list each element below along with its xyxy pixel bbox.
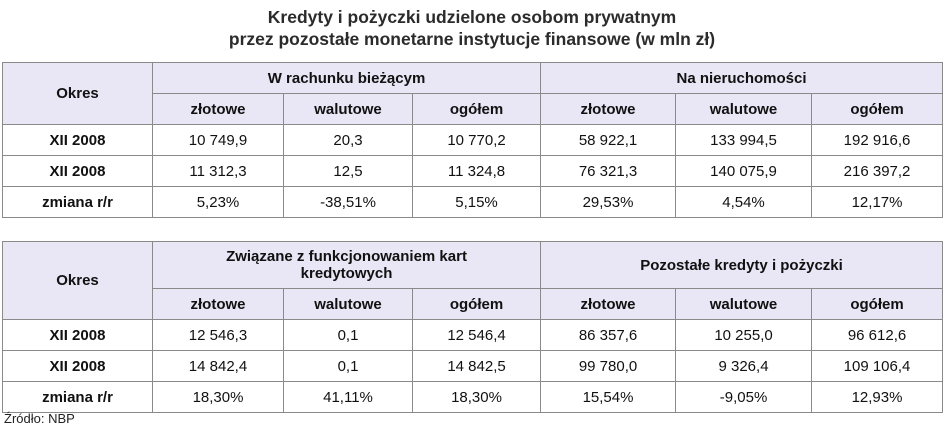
table-cell: 86 357,6 — [541, 320, 676, 351]
subheader-cell: ogółem — [413, 94, 541, 125]
group-header-current-account: W rachunku bieżącym — [153, 63, 541, 94]
subheader-cell: ogółem — [413, 289, 541, 320]
group-header-credit-cards: Związane z funkcjonowaniem kart kredytowych — [153, 242, 541, 289]
subheader-cell: ogółem — [812, 94, 943, 125]
table-row — [3, 125, 943, 156]
table-cell: 15,54% — [541, 382, 676, 413]
subheader-cell: ogółem — [812, 289, 943, 320]
table-cell: 76 321,3 — [541, 156, 676, 187]
table-cell: 12 546,3 — [153, 320, 284, 351]
subheader-cell: złotowe — [153, 94, 284, 125]
table-cell: 5,15% — [413, 187, 541, 218]
row-label: XII 2008 — [3, 156, 153, 187]
subheader-cell: walutowe — [676, 289, 812, 320]
table-cell: 133 994,5 — [676, 125, 812, 156]
title-line-1: Kredyty i pożyczki udzielone osobom prywatnym — [267, 7, 677, 27]
table-cell: 12,17% — [812, 187, 943, 218]
table-cell: 96 612,6 — [812, 320, 943, 351]
table-cell: 58 922,1 — [541, 125, 676, 156]
period-header: Okres — [3, 63, 153, 125]
table-cell: 11 312,3 — [153, 156, 284, 187]
table-cell: 14 842,5 — [413, 351, 541, 382]
table-current-account-and-real-estate — [2, 62, 943, 218]
row-label: zmiana r/r — [3, 187, 153, 218]
period-header: Okres — [3, 242, 153, 320]
table-cell: 12,5 — [284, 156, 413, 187]
table-cell: -9,05% — [676, 382, 812, 413]
table-cell: 109 106,4 — [812, 351, 943, 382]
table-cell: 18,30% — [153, 382, 284, 413]
table-cell: 12,93% — [812, 382, 943, 413]
table-cell: 140 075,9 — [676, 156, 812, 187]
row-label: XII 2008 — [3, 351, 153, 382]
table-cell: 11 324,8 — [413, 156, 541, 187]
table-header-row — [3, 63, 943, 94]
subheader-cell: złotowe — [153, 289, 284, 320]
row-label: XII 2008 — [3, 320, 153, 351]
table-cell: 18,30% — [413, 382, 541, 413]
title-line-2: przez pozostałe monetarne instytucje finansowe (w mln zł) — [228, 29, 716, 49]
table-cell: 12 546,4 — [413, 320, 541, 351]
table-cell: 99 780,0 — [541, 351, 676, 382]
table-cell: 5,23% — [153, 187, 284, 218]
subheader-cell: złotowe — [541, 94, 676, 125]
row-label: zmiana r/r — [3, 382, 153, 413]
table-cell: 10 255,0 — [676, 320, 812, 351]
subheader-cell: walutowe — [676, 94, 812, 125]
table-cell: 20,3 — [284, 125, 413, 156]
source-note: Źródło: NBP — [4, 411, 75, 426]
table-cell: 216 397,2 — [812, 156, 943, 187]
table-cell: 0,1 — [284, 320, 413, 351]
subheader-cell: walutowe — [284, 289, 413, 320]
table-cell: 4,54% — [676, 187, 812, 218]
group-header-real-estate: Na nieruchomości — [541, 63, 943, 94]
table-credit-cards-and-other-loans — [2, 241, 943, 413]
table-cell: 9 326,4 — [676, 351, 812, 382]
subheader-cell: walutowe — [284, 94, 413, 125]
subheader-cell: złotowe — [541, 289, 676, 320]
table-row — [3, 156, 943, 187]
table-cell: 192 916,6 — [812, 125, 943, 156]
table-cell: 41,11% — [284, 382, 413, 413]
table-cell: 10 749,9 — [153, 125, 284, 156]
group-header-other-loans: Pozostałe kredyty i pożyczki — [541, 242, 943, 289]
table-cell: 29,53% — [541, 187, 676, 218]
table-cell: 10 770,2 — [413, 125, 541, 156]
table-cell: 14 842,4 — [153, 351, 284, 382]
table-header-row — [3, 242, 943, 289]
page-title — [0, 6, 944, 50]
table-row — [3, 187, 943, 218]
table-row — [3, 320, 943, 351]
table-row — [3, 382, 943, 413]
table-cell: 0,1 — [284, 351, 413, 382]
table-cell: -38,51% — [284, 187, 413, 218]
row-label: XII 2008 — [3, 125, 153, 156]
table-row — [3, 351, 943, 382]
